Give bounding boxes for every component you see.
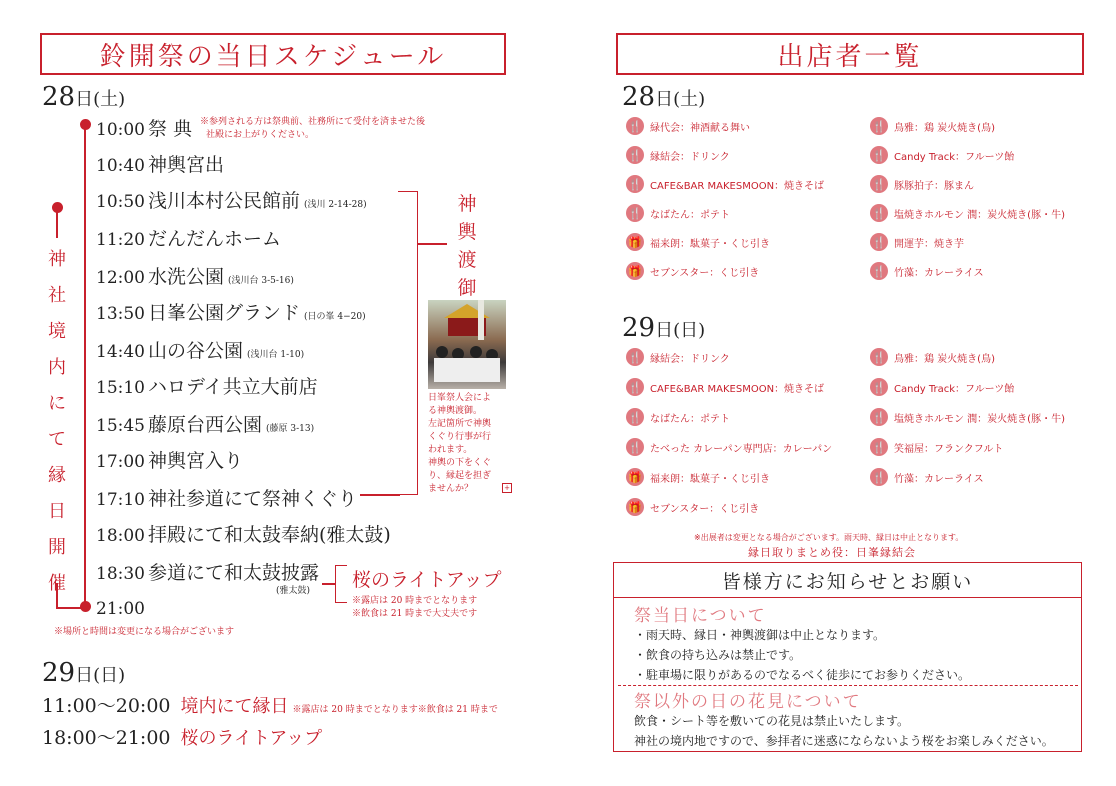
notice-line: 神社の境内地ですので、参拝者に迷惑にならないよう桜をお楽しみください。 xyxy=(634,734,1054,748)
schedule-event: ハロデイ共立大前店 xyxy=(148,376,318,398)
schedule-row xyxy=(96,484,357,511)
stalls-footnote: ※出展者は変更となる場合がございます。雨天時、縁日は中止となります。 xyxy=(694,533,964,542)
schedule-time: 14:40 xyxy=(96,342,145,362)
food-icon: 🍴 xyxy=(626,117,644,135)
stall-text: 福来朗：駄菓子・くじ引き xyxy=(650,238,770,250)
photo-caption-line: 左記箇所で神輿 xyxy=(428,419,492,429)
schedule-time: 15:10 xyxy=(96,378,145,398)
notice-line: 飲食・シート等を敷いての花見は禁止いたします。 xyxy=(634,714,910,728)
day29-note: ※露店は 20 時までとなります※飲食は 21 時まで xyxy=(292,705,498,715)
notice-sub-other-days: 祭以外の日の花見について xyxy=(634,692,862,712)
mikoshi-label xyxy=(456,190,478,302)
stall-text: セブンスター：くじ引き xyxy=(650,503,760,515)
stall-text: Candy Track：フルーツ飴 xyxy=(894,151,1015,163)
stall-text: 縁結会：ドリンク xyxy=(650,353,730,365)
schedule-time: 10:40 xyxy=(96,156,145,176)
schedule-event: 神輿宮入り xyxy=(148,450,244,472)
stall-text: 緑代会：神酒献る舞い xyxy=(650,122,750,134)
stall-item xyxy=(870,233,964,251)
stall-text: セブンスター：くじ引き xyxy=(650,267,760,279)
food-icon: 🍴 xyxy=(626,146,644,164)
schedule-time: 11:20 xyxy=(96,230,145,250)
food-icon: 🍴 xyxy=(626,348,644,366)
food-icon: 🍴 xyxy=(870,117,888,135)
schedule-event: 日峯公園グランド xyxy=(148,302,301,324)
schedule-row xyxy=(96,186,367,213)
stall-item xyxy=(626,468,770,486)
photo-caption-line: る神輿渡御。 xyxy=(428,406,483,416)
stall-item xyxy=(870,438,1003,456)
notice-title: 皆様方にお知らせとお願い xyxy=(614,563,1081,598)
stall-item xyxy=(626,117,750,135)
photo-caption-line: くぐり行事が行 xyxy=(428,432,492,442)
vertical-label-char: 社 xyxy=(48,285,66,306)
mikoshi-label-char: 輿 xyxy=(457,221,477,243)
schedule-time: 10:50 xyxy=(96,192,145,212)
stall-item xyxy=(626,408,730,426)
schedule-event: 水洗公園 xyxy=(148,266,225,288)
stall-text: 塩焼きホルモン 潤：炭火焼き(豚・牛) xyxy=(894,209,1065,221)
mikoshi-bracket-arm xyxy=(417,243,447,245)
stall-item xyxy=(870,175,974,193)
ennichi-bracket-dot xyxy=(52,202,63,213)
schedule-event: 神輿宮出 xyxy=(148,154,225,176)
timeline-line xyxy=(84,122,86,609)
photo-caption-line: り、縁起を担ぎ xyxy=(428,471,492,481)
stall-item xyxy=(870,262,984,280)
schedule-time: 17:00 xyxy=(96,452,145,472)
notice-divider xyxy=(618,685,1078,686)
stall-text: 豚豚拍子：豚まん xyxy=(894,180,974,192)
day29-row xyxy=(42,691,498,718)
schedule-address: (浅川台 1-10) xyxy=(247,350,305,360)
stall-item xyxy=(870,204,1065,222)
stall-text: Candy Track：フルーツ飴 xyxy=(894,383,1015,395)
food-icon: 🍴 xyxy=(870,438,888,456)
stall-text: たべった カレーパン専門店：カレーパン xyxy=(650,443,833,455)
gift-icon: 🎁 xyxy=(626,233,644,251)
change-note: ※場所と時間は変更になる場合がございます xyxy=(54,627,235,637)
schedule-row xyxy=(96,262,294,289)
mikoshi-bracket-tail xyxy=(360,494,400,496)
stall-item xyxy=(626,204,730,222)
food-icon: 🍴 xyxy=(870,348,888,366)
stall-text: CAFE&BAR MAKESMOON：焼きそば xyxy=(650,383,825,395)
food-icon: 🍴 xyxy=(870,468,888,486)
schedule-event: 拝殿にて和太鼓奉納(雅太鼓) xyxy=(148,524,391,546)
photo-caption-line: 神輿の下をくぐ xyxy=(428,458,492,468)
stall-item xyxy=(870,348,995,366)
schedule-event: だんだんホーム xyxy=(148,228,282,250)
food-icon: 🍴 xyxy=(870,408,888,426)
stall-text: 縁結会：ドリンク xyxy=(650,151,730,163)
food-icon: 🍴 xyxy=(626,408,644,426)
schedule-row xyxy=(96,298,366,325)
stall-item xyxy=(870,408,1065,426)
saiten-note: ※参列される方は祭典前、社務所にて受付を済ませた後 社殿にお上がりください。 xyxy=(200,117,426,140)
schedule-event: 神社参道にて祭神くぐり xyxy=(148,488,358,510)
stall-item xyxy=(626,146,730,164)
mikoshi-bracket xyxy=(398,191,418,495)
schedule-time: 18:30 xyxy=(96,564,145,584)
stall-item xyxy=(870,378,1014,396)
day28-heading: 28日(土) xyxy=(42,82,126,112)
schedule-row xyxy=(96,150,224,177)
schedule-time: 10:00 xyxy=(96,120,145,140)
vertical-label-char: 神 xyxy=(48,249,66,270)
schedule-event: 山の谷公園 xyxy=(148,340,244,362)
stall-text: 福来朗：駄菓子・くじ引き xyxy=(650,473,770,485)
stall-text: 塩焼きホルモン 潤：炭火焼き(豚・牛) xyxy=(894,413,1065,425)
schedule-row xyxy=(96,372,318,399)
organizer: 縁日取りまとめ役：日峯縁結会 xyxy=(748,546,916,559)
timeline-dot-start xyxy=(80,119,91,130)
day29-time: 11:00〜20:00 xyxy=(42,695,171,717)
stall-text: 開運芋：焼き芋 xyxy=(894,238,964,250)
vertical-label-char: 内 xyxy=(48,357,66,378)
mikoshi-photo xyxy=(428,300,506,389)
schedule-title: 鈴開祭の当日スケジュール xyxy=(40,33,506,75)
schedule-row xyxy=(96,336,304,363)
schedule-row xyxy=(96,520,391,547)
stall-item xyxy=(626,438,832,456)
food-icon: 🍴 xyxy=(626,378,644,396)
stalls-day29-heading: 29日(日) xyxy=(622,313,706,343)
stall-item xyxy=(870,146,1014,164)
schedule-row xyxy=(96,114,192,141)
stall-text: 鳥雅：鶏 炭火焼き(鳥) xyxy=(894,353,995,365)
food-icon: 🍴 xyxy=(626,438,644,456)
stall-text: 鳥雅：鶏 炭火焼き(鳥) xyxy=(894,122,995,134)
stall-item xyxy=(626,175,824,193)
stall-text: 笑福屋：フランクフルト xyxy=(894,443,1004,455)
day29-event: 境内にて縁日 xyxy=(180,696,289,717)
lightup-bracket xyxy=(335,565,347,603)
ennichi-bracket-foot xyxy=(56,607,84,609)
notice-line: ・駐車場に限りがあるのでなるべく徒歩にてお参りください。 xyxy=(634,668,971,682)
mikoshi-label-char: 渡 xyxy=(457,249,477,271)
stall-item xyxy=(626,498,759,516)
stalls-day28-heading: 28日(土) xyxy=(622,82,706,112)
vertical-label-char: に xyxy=(48,393,66,414)
schedule-event: 参道にて和太鼓披露 xyxy=(148,562,320,584)
vertical-label-char: 境 xyxy=(48,321,66,342)
vertical-label-ennichi xyxy=(46,242,68,602)
stall-item xyxy=(626,348,730,366)
notice-sub-festival-day: 祭当日について xyxy=(634,606,767,626)
stall-item xyxy=(870,468,984,486)
photo-caption-line: ませんか？ xyxy=(428,484,474,494)
stall-text: 竹藻：カレーライス xyxy=(894,473,984,485)
vertical-label-char: 日 xyxy=(48,501,66,522)
photo-caption xyxy=(428,392,491,496)
stall-item xyxy=(626,262,759,280)
stall-item xyxy=(870,117,995,135)
stall-item xyxy=(626,378,824,396)
food-icon: 🍴 xyxy=(870,146,888,164)
schedule-time: 18:00 xyxy=(96,526,145,546)
photo-caption-line: われます。 xyxy=(428,445,473,455)
schedule-time: 15:45 xyxy=(96,416,145,436)
schedule-address: (浅川台 3-5-16) xyxy=(228,276,294,286)
vertical-label-char: 催 xyxy=(48,573,66,594)
food-icon: 🍴 xyxy=(870,262,888,280)
gift-icon: 🎁 xyxy=(626,468,644,486)
notice-line: ・雨天時、縁日・神輿渡御は中止となります。 xyxy=(634,628,886,642)
gift-icon: 🎁 xyxy=(626,262,644,280)
photo-caption-line: 日峯祭人会によ xyxy=(428,393,492,403)
stall-text: 竹藻：カレーライス xyxy=(894,267,984,279)
schedule-row xyxy=(96,410,314,437)
schedule-event: 浅川本村公民館前 xyxy=(148,190,301,212)
schedule-time: 21:00 xyxy=(96,599,145,619)
day29-time: 18:00〜21:00 xyxy=(42,727,171,749)
stalls-title: 出店者一覧 xyxy=(616,33,1084,75)
schedule-address: (日の峯 4−20) xyxy=(304,312,366,322)
stall-text: なばたん：ポテト xyxy=(650,413,730,425)
schedule-time: 13:50 xyxy=(96,304,145,324)
schedule-time: 12:00 xyxy=(96,268,145,288)
schedule-time: 17:10 xyxy=(96,490,145,510)
food-icon: 🍴 xyxy=(870,233,888,251)
stall-item xyxy=(626,233,770,251)
notice-line: ・飲食の持ち込みは禁止です。 xyxy=(634,648,802,662)
schedule-event: 藤原台西公園 xyxy=(148,414,263,436)
schedule-row xyxy=(96,446,243,473)
schedule-event: 祭 典 xyxy=(148,118,193,140)
stall-text: なばたん：ポテト xyxy=(650,209,730,221)
day29-heading: 29日(日) xyxy=(42,658,126,688)
vertical-label-char: 開 xyxy=(48,537,66,558)
lightup-notes: ※露店は 20 時までとなります ※飲食は 21 時まで大丈夫です xyxy=(352,596,478,619)
gataiko-sub: (雅太鼓) xyxy=(276,586,311,596)
schedule-address: (浅川 2-14-28) xyxy=(304,200,367,210)
schedule-row xyxy=(96,597,148,619)
schedule-row xyxy=(96,224,281,251)
food-icon: 🍴 xyxy=(626,204,644,222)
gift-icon: 🎁 xyxy=(626,498,644,516)
stall-text: CAFE&BAR MAKESMOON：焼きそば xyxy=(650,180,825,192)
food-icon: 🍴 xyxy=(870,378,888,396)
vertical-label-char: て xyxy=(48,429,66,450)
mikoshi-label-char: 神 xyxy=(457,193,477,215)
day29-event: 桜のライトアップ xyxy=(180,728,323,749)
food-icon: 🍴 xyxy=(870,204,888,222)
schedule-address: (藤原 3-13) xyxy=(266,424,315,434)
mikoshi-label-char: 御 xyxy=(457,277,477,299)
day29-row xyxy=(42,723,322,750)
lightup-bracket-arm xyxy=(322,583,335,585)
schedule-row xyxy=(96,558,319,585)
food-icon: 🍴 xyxy=(626,175,644,193)
food-icon: 🍴 xyxy=(870,175,888,193)
vertical-label-char: 縁 xyxy=(48,465,66,486)
lightup-title: 桜のライトアップ xyxy=(352,569,502,591)
expand-icon[interactable]: + xyxy=(502,483,512,493)
